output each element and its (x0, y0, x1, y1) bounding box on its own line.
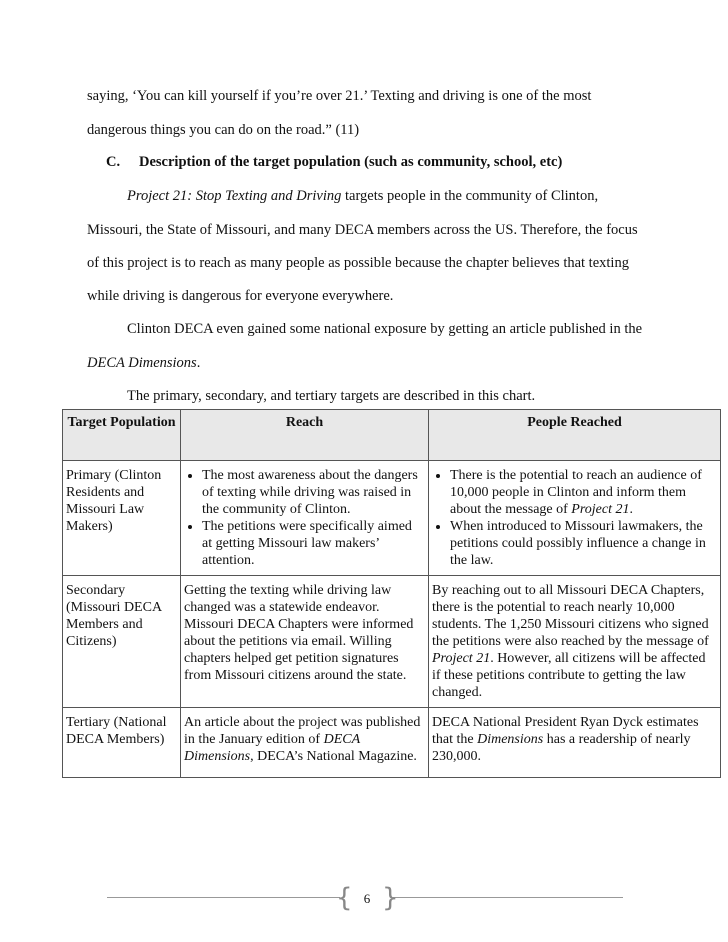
paragraph-text: targets people in the community of Clinton, (341, 188, 599, 204)
paragraph-line: of this project is to reach as many people as possible because the chapter believes that texting (87, 255, 629, 271)
paragraph-line: Missouri, the State of Missouri, and many DECA members across the US. Therefore, the focus (87, 222, 638, 238)
target-cell: Tertiary (National DECA Members) (63, 708, 181, 778)
table-row (63, 708, 721, 778)
project-title: Project 21 (571, 502, 630, 517)
cell-text: An article about the project was published in the January edition of (184, 715, 421, 747)
people-reached-cell (429, 576, 721, 708)
cell-text: By reaching out to all Missouri DECA Chapters, there is the potential to reach nearly 10,000 students. The 1,250 Missouri citizens who signed the petitions were also reached by the message of (432, 583, 709, 649)
header-people-reached: People Reached (429, 410, 721, 461)
list-item: • When introduced to Missouri lawmakers, the petitions could possibly influence a change in the law. (450, 518, 717, 569)
cell-text: . (629, 502, 633, 517)
people-list (432, 467, 717, 569)
cell-text: has a readership of nearly 230,000. (432, 732, 691, 764)
target-cell: Primary (Clinton Residents and Missouri Law Makers) (63, 461, 181, 576)
list-item: • The most awareness about the dangers of texting while driving was raised in the community of Clinton. (202, 467, 425, 518)
paragraph-line (87, 354, 200, 372)
target-population-table (62, 409, 721, 778)
table-row (63, 576, 721, 708)
paragraph-line (127, 187, 598, 205)
section-title: Description of the target population (such as community, school, etc) (139, 154, 563, 170)
paragraph-line: while driving is dangerous for everyone everywhere. (87, 288, 394, 304)
table-row (63, 461, 721, 576)
cell-text: , DECA’s National Magazine. (250, 749, 417, 764)
list-item: • The petitions were specifically aimed at getting Missouri law makers’ attention. (202, 518, 425, 569)
left-brace-icon: { (336, 883, 353, 913)
reach-cell: Getting the texting while driving law changed was a statewide endeavor. Missouri DECA Chapters were informed about the petitions via email. Willing chapters helped get petition signatures from Missouri citizens around the state. (181, 576, 429, 708)
list-item (450, 467, 717, 518)
people-reached-cell (429, 708, 721, 778)
project-title: Project 21: Stop Texting and Driving (127, 188, 342, 204)
header-target-population: Target Population (63, 410, 181, 461)
target-cell: Secondary (Missouri DECA Members and Citizens) (63, 576, 181, 708)
footer-rule-left (107, 897, 340, 898)
people-reached-cell (429, 461, 721, 576)
cell-text: DECA National President Ryan Dyck estimates that the (432, 715, 699, 747)
project-title: Project 21 (432, 651, 491, 666)
publication-title: DECA Dimensions (184, 732, 360, 764)
right-brace-icon: } (382, 883, 399, 913)
reach-cell (181, 708, 429, 778)
paragraph-line: Clinton DECA even gained some national exposure by getting an article published in the (127, 321, 643, 337)
reach-cell (181, 461, 429, 576)
text-line: dangerous things you can do on the road.” (11) (87, 122, 360, 138)
reach-list (184, 467, 425, 569)
footer-rule-right (393, 897, 623, 898)
section-label: C. (106, 154, 121, 170)
header-reach: Reach (181, 410, 429, 461)
page-number: 6 (363, 891, 371, 906)
paragraph-line: The primary, secondary, and tertiary targets are described in this chart. (127, 388, 536, 404)
publication-title: Dimensions (477, 732, 544, 747)
text-line: saying, ‘You can kill yourself if you’re over 21.’ Texting and driving is one of the most (87, 88, 592, 104)
cell-text: There is the potential to reach an audience of 10,000 people in Clinton and inform them about the message of (450, 468, 702, 517)
paragraph-text: . (196, 355, 201, 371)
cell-text: . However, all citizens will be affected if these petitions contribute to getting the law changed. (432, 651, 706, 700)
publication-title: DECA Dimensions (87, 355, 197, 371)
